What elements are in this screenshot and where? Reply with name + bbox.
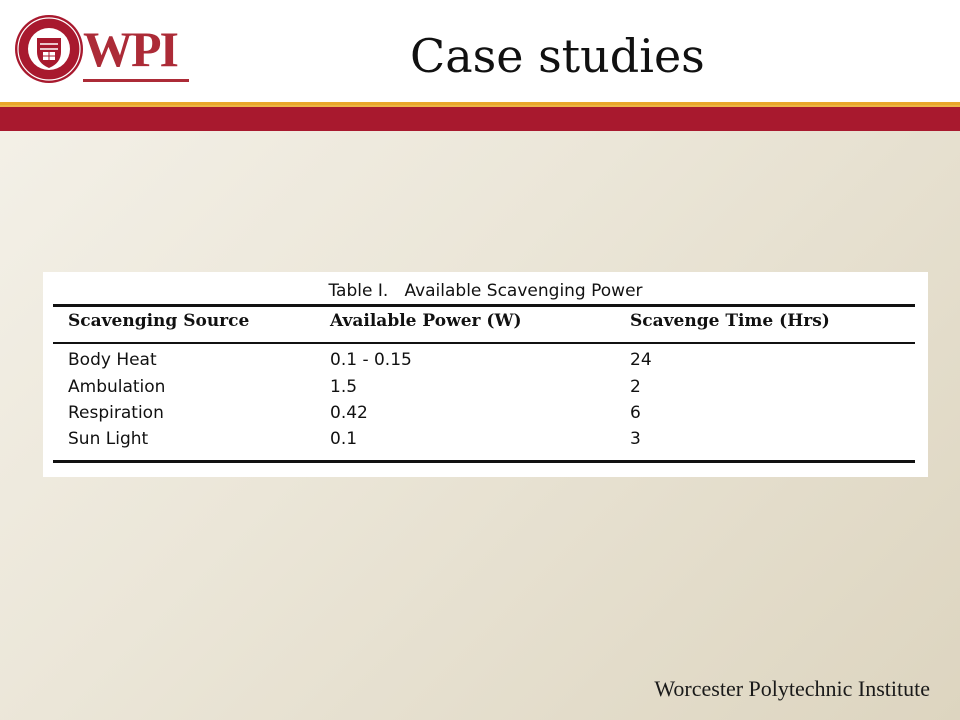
table-cell-source: Ambulation <box>68 377 166 397</box>
table-cell-time: 2 <box>630 377 641 397</box>
wpi-seal-icon <box>14 14 84 84</box>
table-top-rule <box>53 304 915 307</box>
table-header-rule <box>53 342 915 344</box>
table-cell-time: 6 <box>630 403 641 423</box>
header-crimson-band <box>0 107 960 131</box>
column-header-source: Scavenging Source <box>68 311 250 331</box>
scavenging-power-table <box>43 272 928 477</box>
table-cell-power: 0.42 <box>330 403 368 423</box>
table-cell-source: Sun Light <box>68 429 149 449</box>
table-cell-source: Respiration <box>68 403 164 423</box>
column-header-power: Available Power (W) <box>330 311 522 331</box>
table-cell-power: 0.1 - 0.15 <box>330 350 412 370</box>
slide-header <box>0 0 960 104</box>
table-cell-time: 3 <box>630 429 641 449</box>
table-cell-source: Body Heat <box>68 350 157 370</box>
wpi-logo: WPI <box>83 20 189 82</box>
column-header-time: Scavenge Time (Hrs) <box>630 311 830 331</box>
table-bottom-rule <box>53 460 915 463</box>
footer-institution: Worcester Polytechnic Institute <box>654 676 930 701</box>
page-title: Case studies <box>410 29 705 83</box>
table-cell-power: 1.5 <box>330 377 358 397</box>
table-caption: Table I. Available Scavenging Power <box>328 281 643 301</box>
table-cell-power: 0.1 <box>330 429 358 449</box>
table-cell-time: 24 <box>630 350 652 370</box>
